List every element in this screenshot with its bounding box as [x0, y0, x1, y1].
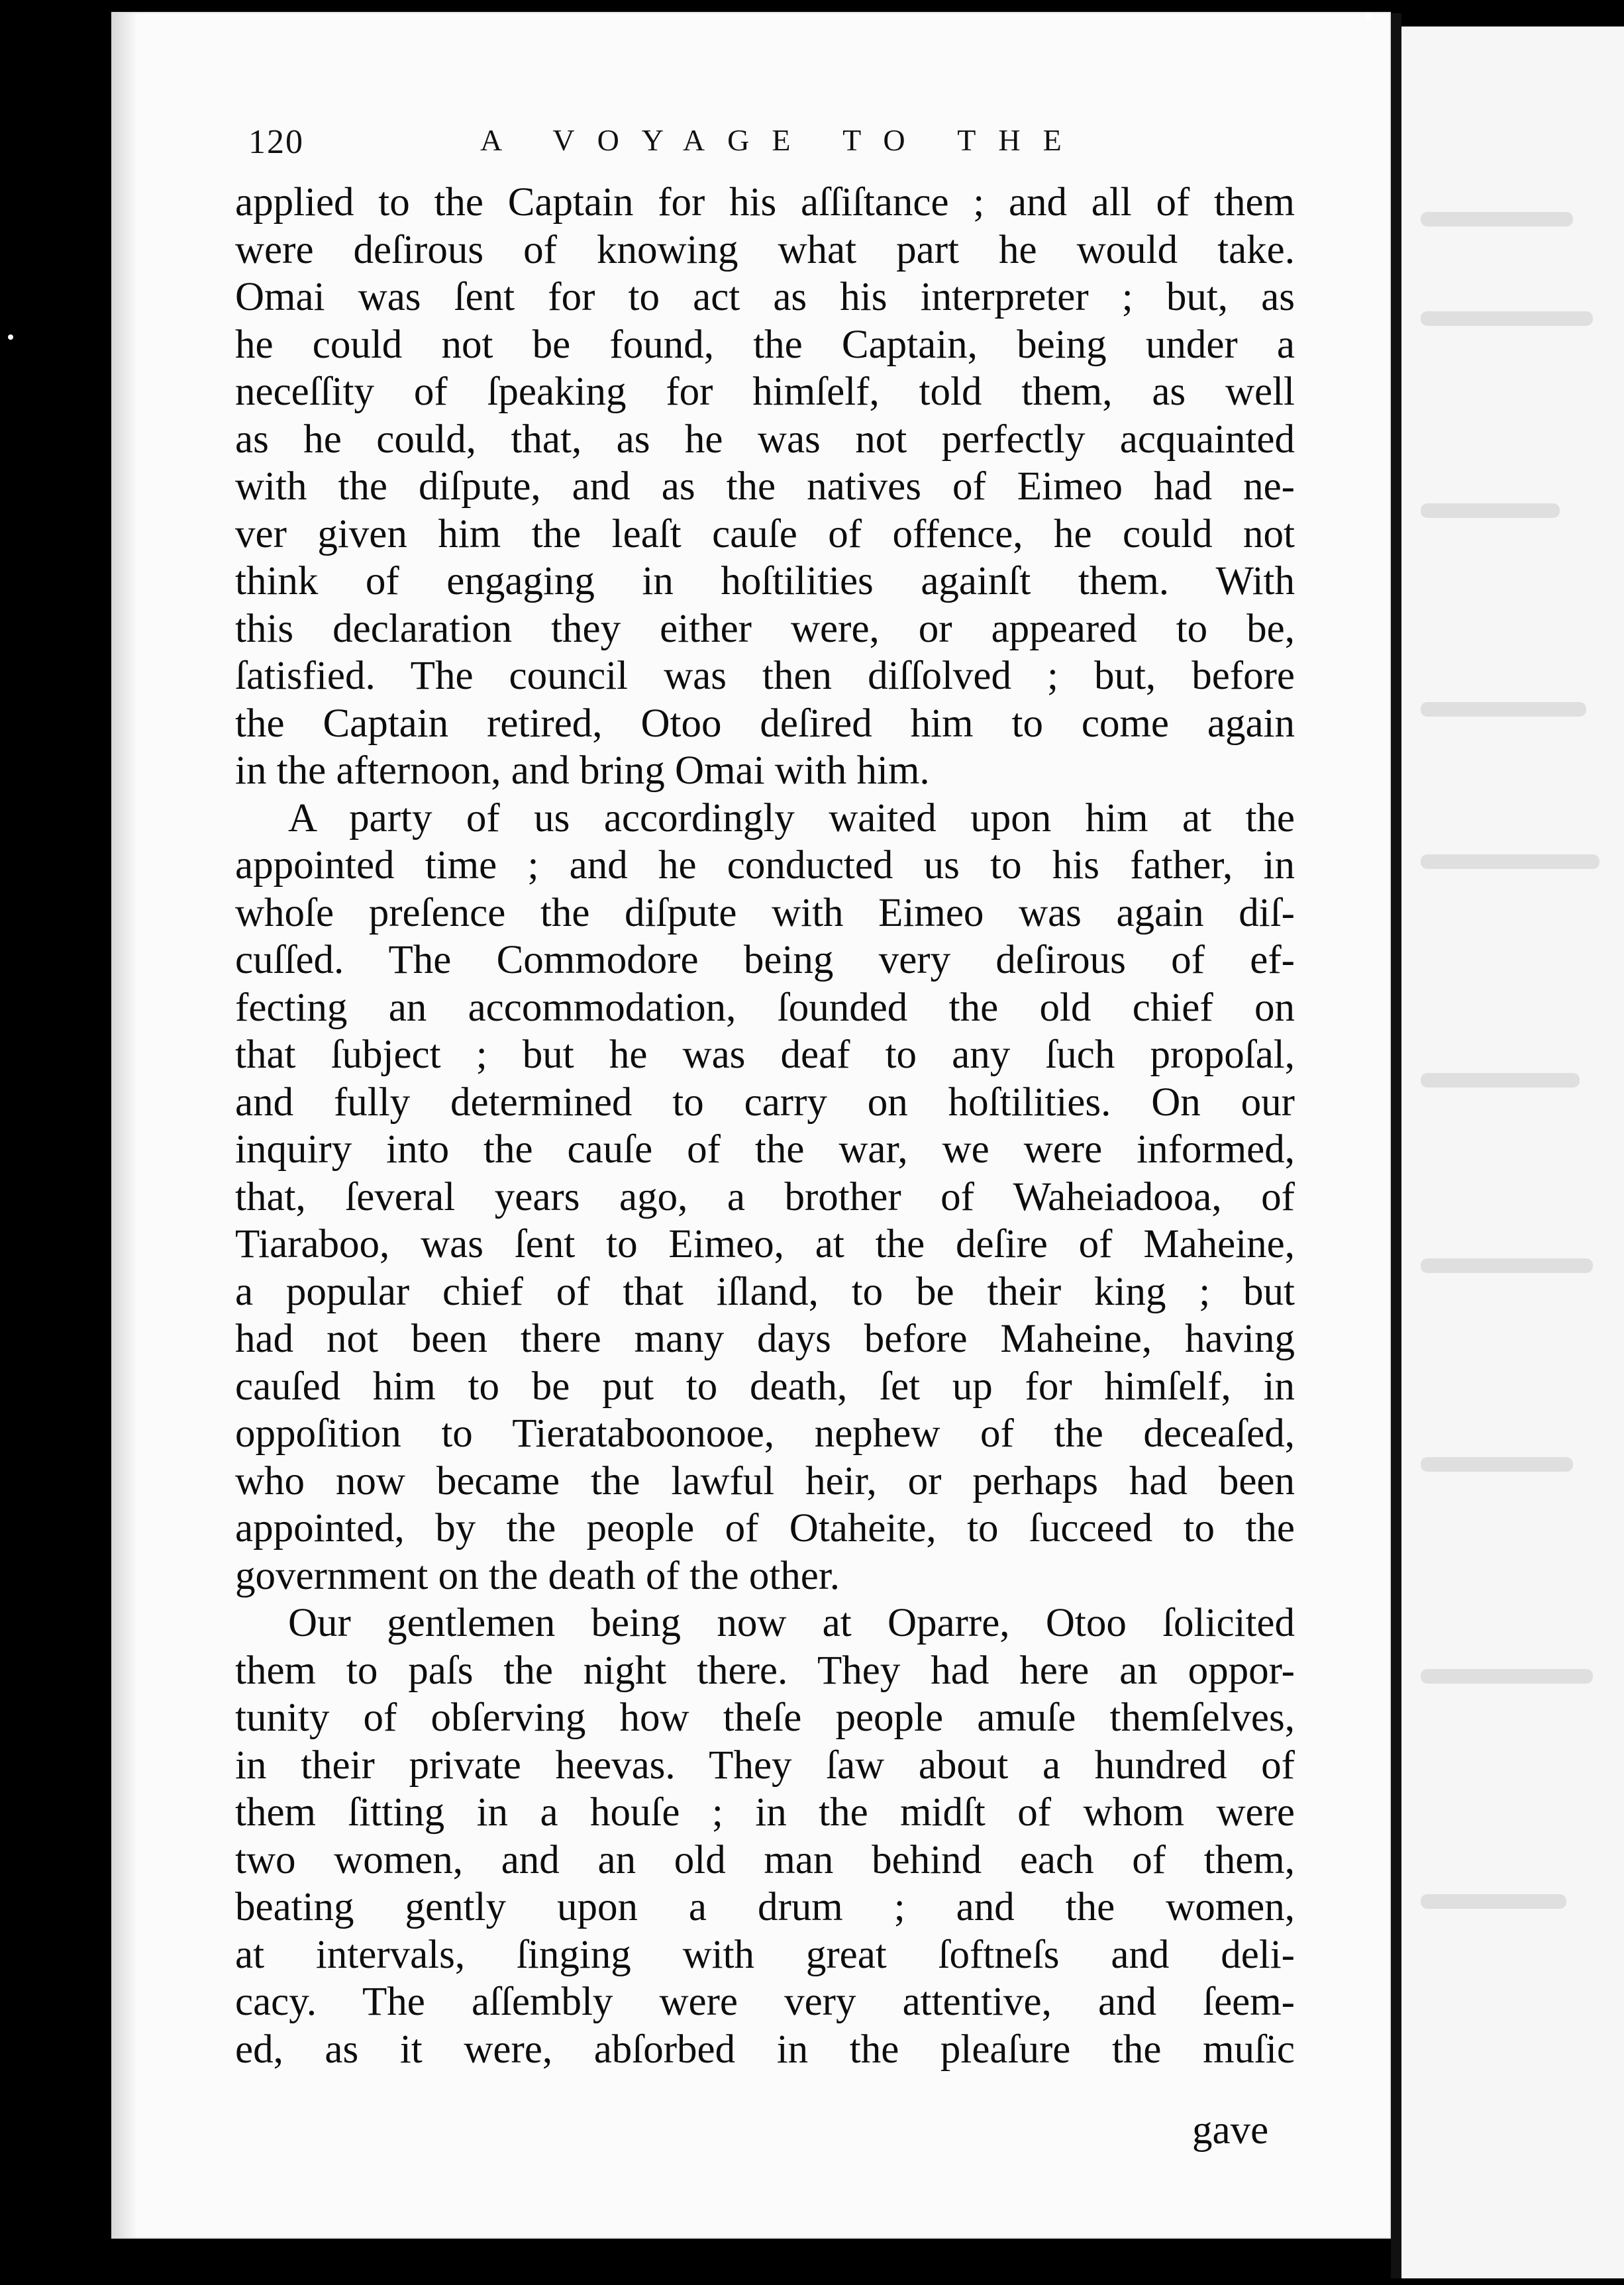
text-line: a popular chief of that iſland, to be their king ; but	[235, 1269, 1295, 1314]
dust-speck	[1366, 13, 1371, 19]
page-number: 120	[248, 123, 304, 161]
show-through-mark	[1421, 1669, 1593, 1684]
text-line: Tiaraboo, was ſent to Eimeo, at the deſire of Maheine,	[235, 1222, 1295, 1266]
text-line: he could not be found, the Captain, being under a	[235, 322, 1295, 367]
text-line: that, ſeveral years ago, a brother of Waheiadooa, of	[235, 1174, 1295, 1219]
text-line: in their private heevas. They ſaw about a hundred of	[235, 1743, 1295, 1788]
body-text	[235, 179, 1295, 2073]
dust-speck	[8, 334, 13, 340]
catchword: gave	[1192, 2108, 1269, 2153]
text-line: cacy. The aſſembly were very attentive, and ſeem-	[235, 1980, 1295, 2024]
text-line: fecting an accommodation, ſounded the old chief on	[235, 985, 1295, 1030]
page-gutter	[1391, 13, 1401, 2278]
facing-page-edge	[1401, 26, 1624, 2278]
show-through-mark	[1421, 503, 1560, 518]
text-line: the Captain retired, Otoo deſired him to come again	[235, 701, 1295, 746]
show-through-mark	[1421, 1073, 1580, 1088]
text-line: Our gentlemen being now at Oparre, Otoo ſolicited	[288, 1601, 1295, 1645]
text-line: cauſed him to be put to death, ſet up for himſelf, in	[235, 1364, 1295, 1409]
text-line: whoſe preſence the diſpute with Eimeo was again diſ-	[235, 890, 1295, 935]
text-line: tunity of obſerving how theſe people amuſe themſelves,	[235, 1696, 1295, 1740]
text-line: oppoſition to Tierataboonooe, nephew of the deceaſed,	[235, 1411, 1295, 1456]
show-through-mark	[1421, 1894, 1566, 1909]
text-line: neceſſity of ſpeaking for himſelf, told them, as well	[235, 370, 1295, 414]
show-through-mark	[1421, 311, 1593, 326]
text-line: Omai was ſent for to act as his interpreter ; but, as	[235, 275, 1295, 319]
text-line: had not been there many days before Maheine, having	[235, 1317, 1295, 1361]
text-line: were deſirous of knowing what part he would take.	[235, 227, 1295, 272]
show-through-mark	[1421, 1258, 1593, 1273]
text-line: ver given him the leaſt cauſe of offence, he could not	[235, 511, 1295, 556]
text-line: them to paſs the night there. They had here an oppor-	[235, 1648, 1295, 1693]
text-line: government on the death of the other.	[235, 1553, 840, 1598]
text-line: and fully determined to carry on hoſtilities. On our	[235, 1080, 1295, 1125]
text-line: beating gently upon a drum ; and the women,	[235, 1885, 1295, 1929]
text-line: applied to the Captain for his aſſiſtance ; and all of them	[235, 180, 1295, 225]
text-line: appointed time ; and he conducted us to his father, in	[235, 843, 1295, 888]
show-through-mark	[1421, 854, 1599, 869]
running-head	[248, 123, 1282, 169]
text-line: ed, as it were, abſorbed in the pleaſure the muſic	[235, 2027, 1295, 2072]
text-line: think of engaging in hoſtilities againſt them. With	[235, 559, 1295, 603]
text-line: in the afternoon, and bring Omai with him.	[235, 748, 930, 793]
text-line: this declaration they either were, or appeared to be,	[235, 606, 1295, 651]
text-line: at intervals, ſinging with great ſoftneſs and deli-	[235, 1932, 1295, 1977]
text-line: ſatisfied. The council was then diſſolved ; but, before	[235, 654, 1295, 698]
text-line: that ſubject ; but he was deaf to any ſuch propoſal,	[235, 1033, 1295, 1077]
text-line: them ſitting in a houſe ; in the midſt of whom were	[235, 1790, 1295, 1835]
text-line: inquiry into the cauſe of the war, we were informed,	[235, 1127, 1295, 1172]
text-line: with the diſpute, and as the natives of Eimeo had ne-	[235, 464, 1295, 509]
running-title: A VOYAGE TO THE	[480, 123, 1084, 157]
page-binding-shadow	[111, 12, 138, 2239]
text-line: appointed, by the people of Otaheite, to ſucceed to the	[235, 1506, 1295, 1550]
text-line: A party of us accordingly waited upon him at the	[288, 795, 1295, 840]
show-through-mark	[1421, 702, 1586, 717]
show-through-mark	[1421, 212, 1573, 227]
text-line: two women, and an old man behind each of them,	[235, 1837, 1295, 1882]
text-line: as he could, that, as he was not perfectly acquainted	[235, 417, 1295, 462]
text-line: who now became the lawful heir, or perhaps had been	[235, 1458, 1295, 1503]
text-line: cuſſed. The Commodore being very deſirous of ef-	[235, 938, 1295, 982]
show-through-mark	[1421, 1457, 1573, 1472]
